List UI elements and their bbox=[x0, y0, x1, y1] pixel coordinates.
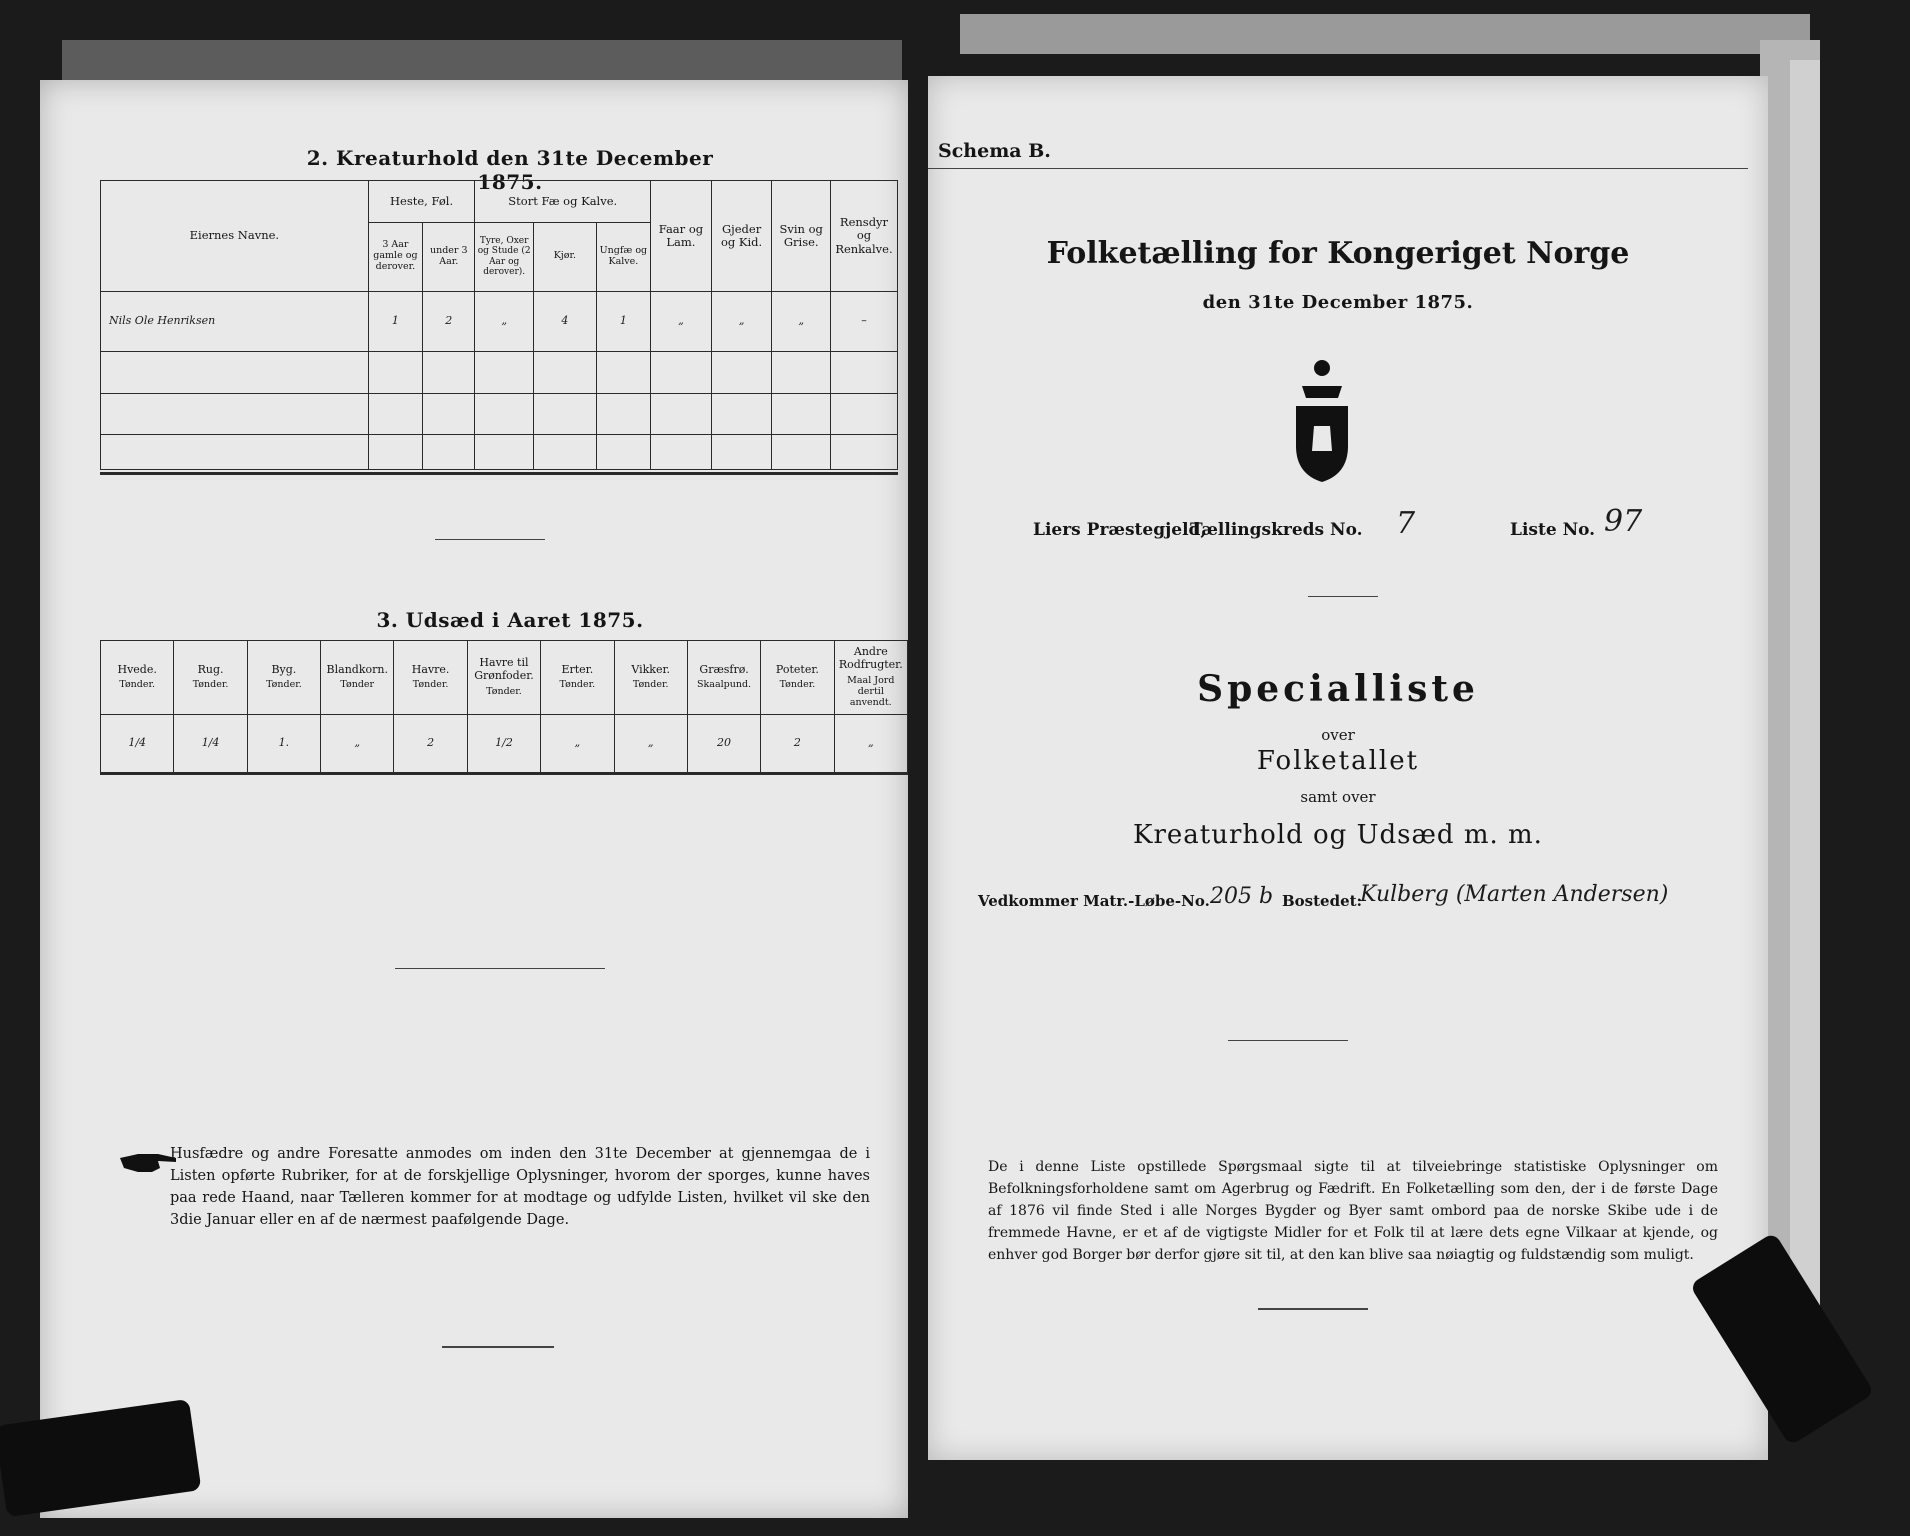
seed-table-bottom-rule bbox=[100, 772, 908, 775]
cell-sheep: „ bbox=[651, 291, 712, 351]
seed-value: 1/4 bbox=[174, 715, 247, 773]
paper-edge bbox=[1790, 60, 1820, 1350]
matr-label: Vedkommer Matr.-Løbe-No. bbox=[978, 892, 1210, 910]
seed-col-2 bbox=[247, 641, 320, 715]
col-sheep: Faar og Lam. bbox=[651, 181, 712, 292]
coat-of-arms-icon bbox=[1290, 356, 1354, 486]
col-owner: Eiernes Navne. bbox=[101, 181, 369, 292]
over-text: over bbox=[1321, 726, 1355, 744]
seed-col-unit: Maal Jord dertil anvendt. bbox=[847, 674, 895, 708]
seed-col-9 bbox=[761, 641, 834, 715]
seed-col-name: Blandkorn. bbox=[326, 662, 388, 676]
cell-bulls: „ bbox=[475, 291, 534, 351]
col-goats: Gjeder og Kid. bbox=[711, 181, 772, 292]
seed-col-10 bbox=[834, 641, 907, 715]
seed-col-name: Havre til Grønfoder. bbox=[474, 656, 534, 683]
seed-col-unit: Tønder. bbox=[486, 685, 522, 697]
owner-name: Nils Ole Henriksen bbox=[101, 291, 369, 351]
col-reindeer: Rensdyr og Renkalve. bbox=[830, 181, 897, 292]
separator bbox=[1258, 1308, 1368, 1310]
seed-col-unit: Tønder. bbox=[632, 679, 669, 691]
main-title: Folketælling for Kongeriget Norge bbox=[1046, 236, 1630, 271]
seed-col-name: Erter. bbox=[561, 662, 594, 676]
section2-title: 2. Kreaturhold den 31te December 1875. bbox=[306, 146, 714, 194]
seed-col-unit: Tønder. bbox=[266, 679, 302, 691]
seed-col-name: Rug. bbox=[197, 662, 224, 676]
schema-label: Schema B. bbox=[938, 140, 1051, 162]
seed-value: „ bbox=[321, 715, 394, 773]
seed-col-6 bbox=[541, 641, 614, 715]
seed-col-name: Vikker. bbox=[631, 662, 671, 676]
district-value: 7 bbox=[1396, 506, 1416, 541]
seed-value: 1/2 bbox=[467, 715, 540, 773]
samt-over-text: samt over bbox=[1300, 788, 1376, 806]
col-cows: Kjør. bbox=[533, 222, 596, 291]
cell-horses-old: 1 bbox=[368, 291, 422, 351]
seed-col-0 bbox=[101, 641, 174, 715]
col-horses-old: 3 Aar gamle og derover. bbox=[368, 222, 422, 291]
seed-col-unit: Tønder. bbox=[559, 679, 596, 691]
seed-col-1 bbox=[174, 641, 247, 715]
seed-col-name: Havre. bbox=[411, 662, 450, 676]
census-date: den 31te December 1875. bbox=[1202, 292, 1474, 313]
seed-col-unit: Tønder. bbox=[412, 679, 449, 691]
cell-reindeer: – bbox=[830, 291, 897, 351]
seed-col-name: Andre Rodfrugter. bbox=[838, 645, 903, 672]
seed-value: 1. bbox=[247, 715, 320, 773]
seed-col-unit: Skaalpund. bbox=[697, 679, 752, 691]
seed-value: 20 bbox=[687, 715, 760, 773]
separator bbox=[435, 539, 545, 540]
seed-col-unit: Tønder. bbox=[192, 679, 229, 691]
seed-value: 1/4 bbox=[101, 715, 174, 773]
seed-col-name: Græsfrø. bbox=[699, 662, 749, 676]
table-bottom-rule bbox=[100, 472, 898, 475]
list-label: Liste No. bbox=[1510, 520, 1596, 540]
seed-col-unit: Tønder. bbox=[119, 679, 156, 691]
cell-calves: 1 bbox=[596, 291, 650, 351]
right-page bbox=[928, 76, 1768, 1460]
seed-value: 2 bbox=[394, 715, 467, 773]
bostedet-value: Kulberg (Marten Andersen) bbox=[1360, 882, 1669, 907]
folketallet-text: Folketallet bbox=[1256, 746, 1420, 776]
seed-col-5 bbox=[467, 641, 540, 715]
separator bbox=[1308, 596, 1378, 597]
seed-col-name: Poteter. bbox=[775, 662, 819, 676]
separator bbox=[395, 968, 605, 969]
specialliste-heading: Specialliste bbox=[1197, 668, 1479, 710]
col-cattle: Stort Fæ og Kalve. bbox=[475, 181, 651, 223]
seed-table bbox=[100, 640, 908, 773]
livestock-table bbox=[100, 180, 898, 470]
seed-value: „ bbox=[541, 715, 614, 773]
list-value: 97 bbox=[1604, 504, 1643, 539]
seed-col-name: Byg. bbox=[271, 662, 297, 676]
seed-col-unit: Tønder. bbox=[779, 679, 816, 691]
seed-value: 2 bbox=[761, 715, 834, 773]
col-horses: Heste, Føl. bbox=[368, 181, 475, 223]
col-calves: Ungfæ og Kalve. bbox=[596, 222, 650, 291]
seed-col-4 bbox=[394, 641, 467, 715]
seed-col-3 bbox=[321, 641, 394, 715]
separator bbox=[442, 1346, 554, 1348]
seed-col-8 bbox=[687, 641, 760, 715]
col-horses-young: under 3 Aar. bbox=[423, 222, 475, 291]
col-pigs: Svin og Grise. bbox=[772, 181, 831, 292]
explanatory-paragraph: De i denne Liste opstillede Spørgsmaal sigte til at tilveiebringe statistiske Oplysninger om Befolkningsforholdene samt om Agerbrug og Fædrift. En Folketælling som den, der i de første Dage af 1876 vil finde Sted i alle Norges Bygder og Byer samt ombord paa de norske Skibe ude i de fremmede Havne, er et af de vigtigste Midler for et Folk til at lære dets egne Vilkaar at kjende, og enhver god Borger bør derfor gjøre sit til, at den kan blive saa nøiagtig og fuldstændig som muligt. bbox=[988, 1159, 1718, 1263]
seed-value: „ bbox=[834, 715, 907, 773]
header-rule bbox=[928, 168, 1748, 169]
col-bulls: Tyre, Oxer og Stude (2 Aar og derover). bbox=[475, 222, 534, 291]
bostedet-label: Bostedet: bbox=[1282, 892, 1363, 910]
cell-horses-young: 2 bbox=[423, 291, 475, 351]
cell-pigs: „ bbox=[772, 291, 831, 351]
seed-col-unit: Tønder bbox=[340, 679, 375, 691]
seed-col-7 bbox=[614, 641, 687, 715]
left-page bbox=[40, 80, 908, 1518]
section3-title: 3. Udsæd i Aaret 1875. bbox=[376, 608, 644, 632]
seed-value: „ bbox=[614, 715, 687, 773]
cell-cows: 4 bbox=[533, 291, 596, 351]
matr-value: 205 b bbox=[1210, 884, 1274, 909]
parish-label: Liers Præstegjeld, bbox=[1033, 520, 1207, 540]
seed-col-name: Hvede. bbox=[117, 662, 157, 676]
notice-text: Husfædre og andre Foresatte anmodes om inden den 31te December at gjennemgaa de i Listen opførte Rubriker, for at de forskjellige Oplysninger, hvorom der sporges, kunne haves paa rede Haand, naar Tælleren kommer for at modtage og udfylde Listen, hvilket vil ske den 3die Januar eller en af de nærmest paafølgende Dage. bbox=[170, 1146, 870, 1228]
separator bbox=[1228, 1040, 1348, 1041]
paper-edge bbox=[960, 14, 1810, 54]
district-label: Tællingskreds No. bbox=[1190, 520, 1363, 540]
kreaturhold-text: Kreaturhold og Udsæd m. m. bbox=[1133, 820, 1543, 850]
cell-goats: „ bbox=[711, 291, 772, 351]
